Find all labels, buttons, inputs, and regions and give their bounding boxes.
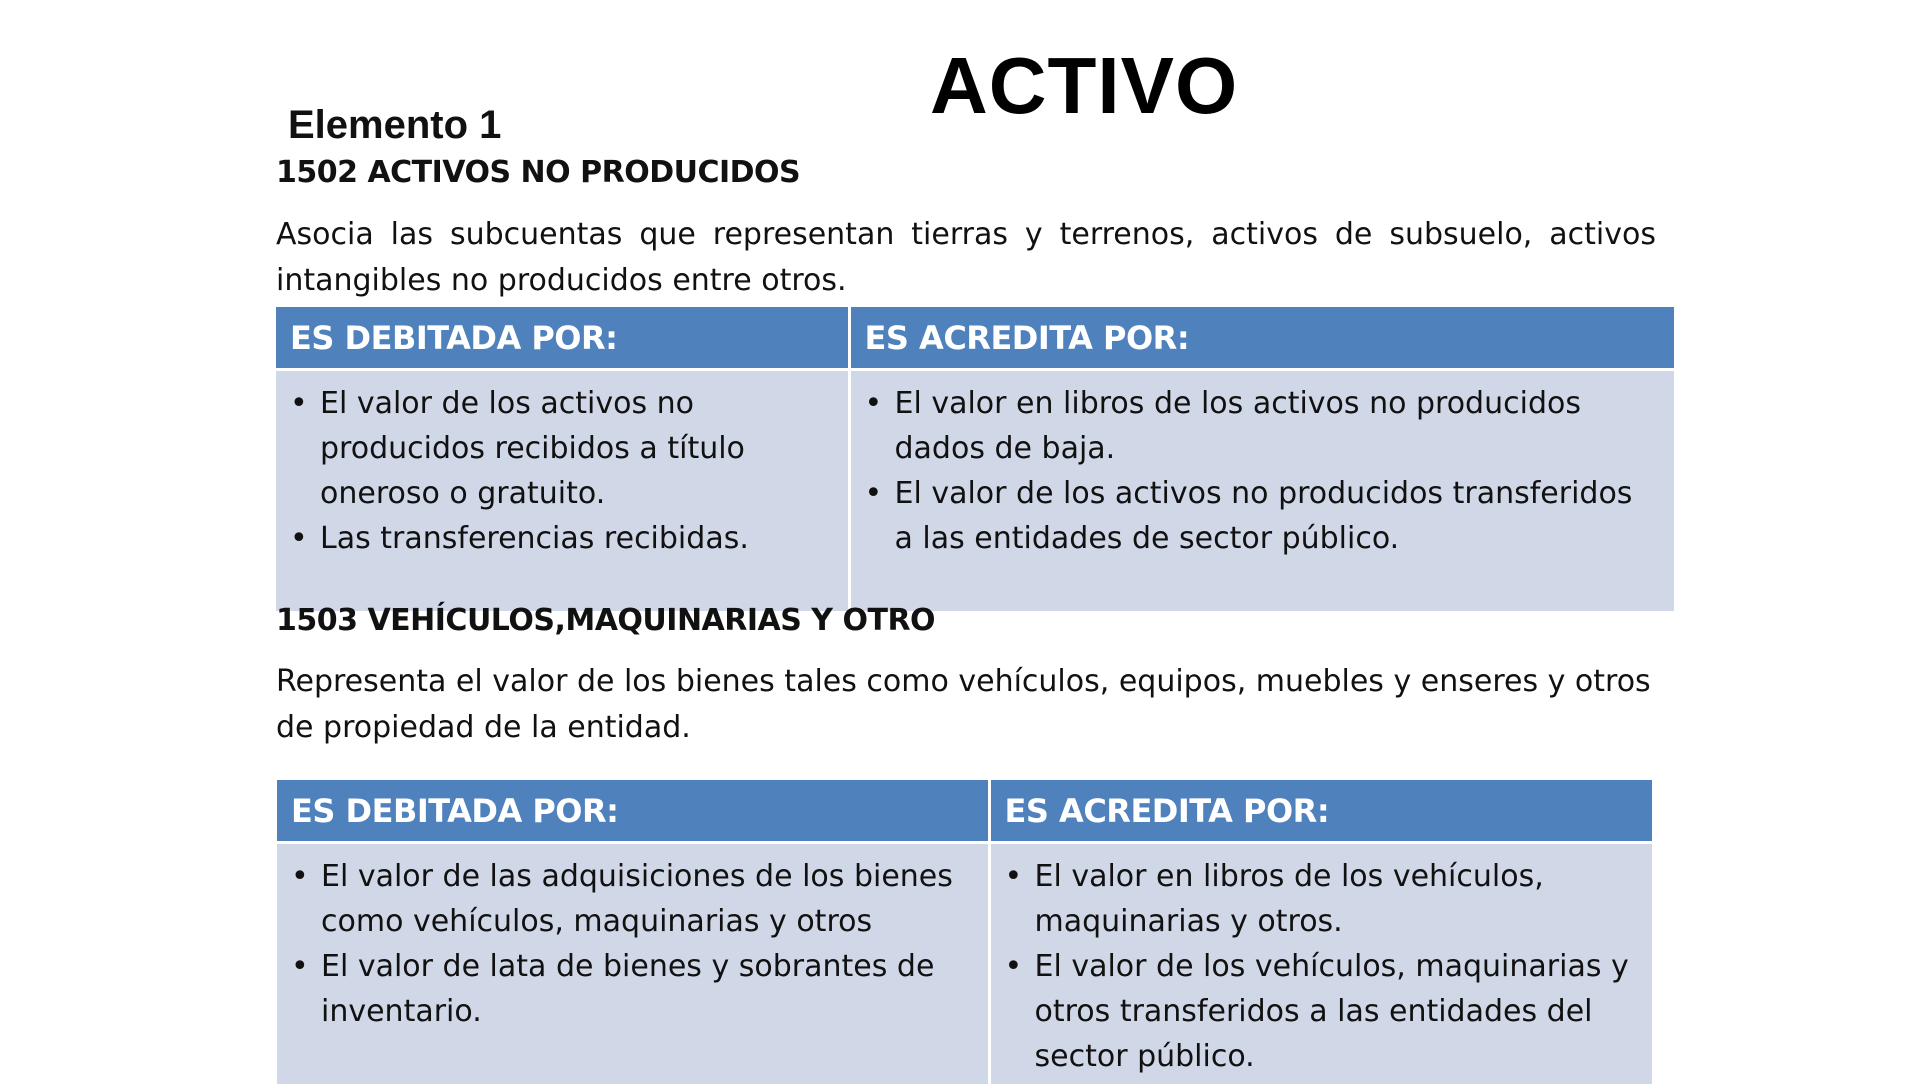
section-description-1503: Representa el valor de los bienes tales como vehículos, equipos, muebles y enseres y otros de propiedad de la entidad. xyxy=(276,659,1676,751)
list-item: • El valor en libros de los vehículos, maquinarias y otros. xyxy=(1005,854,1639,944)
table-header-row xyxy=(276,307,1674,370)
account-table-1502 xyxy=(276,307,1674,611)
table-row xyxy=(277,843,1652,1084)
debit-cell xyxy=(277,843,989,1084)
list-item: • El valor de los vehículos, maquinarias y otros transferidos a las entidades del sector público. xyxy=(1005,944,1639,1079)
credit-cell xyxy=(849,370,1674,612)
credit-header: ES ACREDITA POR: xyxy=(989,780,1652,843)
debit-list xyxy=(291,854,974,1034)
list-item: • El valor de los activos no producidos transferidos a las entidades de sector público. xyxy=(865,471,1661,561)
debit-header: ES DEBITADA POR: xyxy=(276,307,849,370)
section-description-1502: Asocia las subcuentas que representan tierras y terrenos, activos de subsuelo, activos intangibles no producidos entre otros. xyxy=(276,212,1656,304)
credit-list xyxy=(865,381,1661,561)
credit-list xyxy=(1005,854,1639,1079)
list-item: • El valor de los activos no producidos recibidos a título oneroso o gratuito. xyxy=(290,381,834,516)
section-heading-1502: 1502 ACTIVOS NO PRODUCIDOS xyxy=(276,153,800,193)
credit-cell xyxy=(989,843,1652,1084)
table-header-row xyxy=(277,780,1652,843)
list-item: • El valor en libros de los activos no producidos dados de baja. xyxy=(865,381,1661,471)
debit-cell xyxy=(276,370,849,612)
list-item: • El valor de las adquisiciones de los bienes como vehículos, maquinarias y otros xyxy=(291,854,974,944)
credit-header: ES ACREDITA POR: xyxy=(849,307,1674,370)
list-item: • El valor de lata de bienes y sobrantes de inventario. xyxy=(291,944,974,1034)
account-table-1503 xyxy=(277,780,1652,1084)
section-heading-1503: 1503 VEHÍCULOS,MAQUINARIAS Y OTRO xyxy=(276,601,935,641)
debit-list xyxy=(290,381,834,561)
slide-title: ACTIVO xyxy=(930,40,1238,132)
table-row xyxy=(276,370,1674,612)
list-item: • Las transferencias recibidas. xyxy=(290,516,834,561)
debit-header: ES DEBITADA POR: xyxy=(277,780,989,843)
element-label: Elemento 1 xyxy=(288,100,501,150)
